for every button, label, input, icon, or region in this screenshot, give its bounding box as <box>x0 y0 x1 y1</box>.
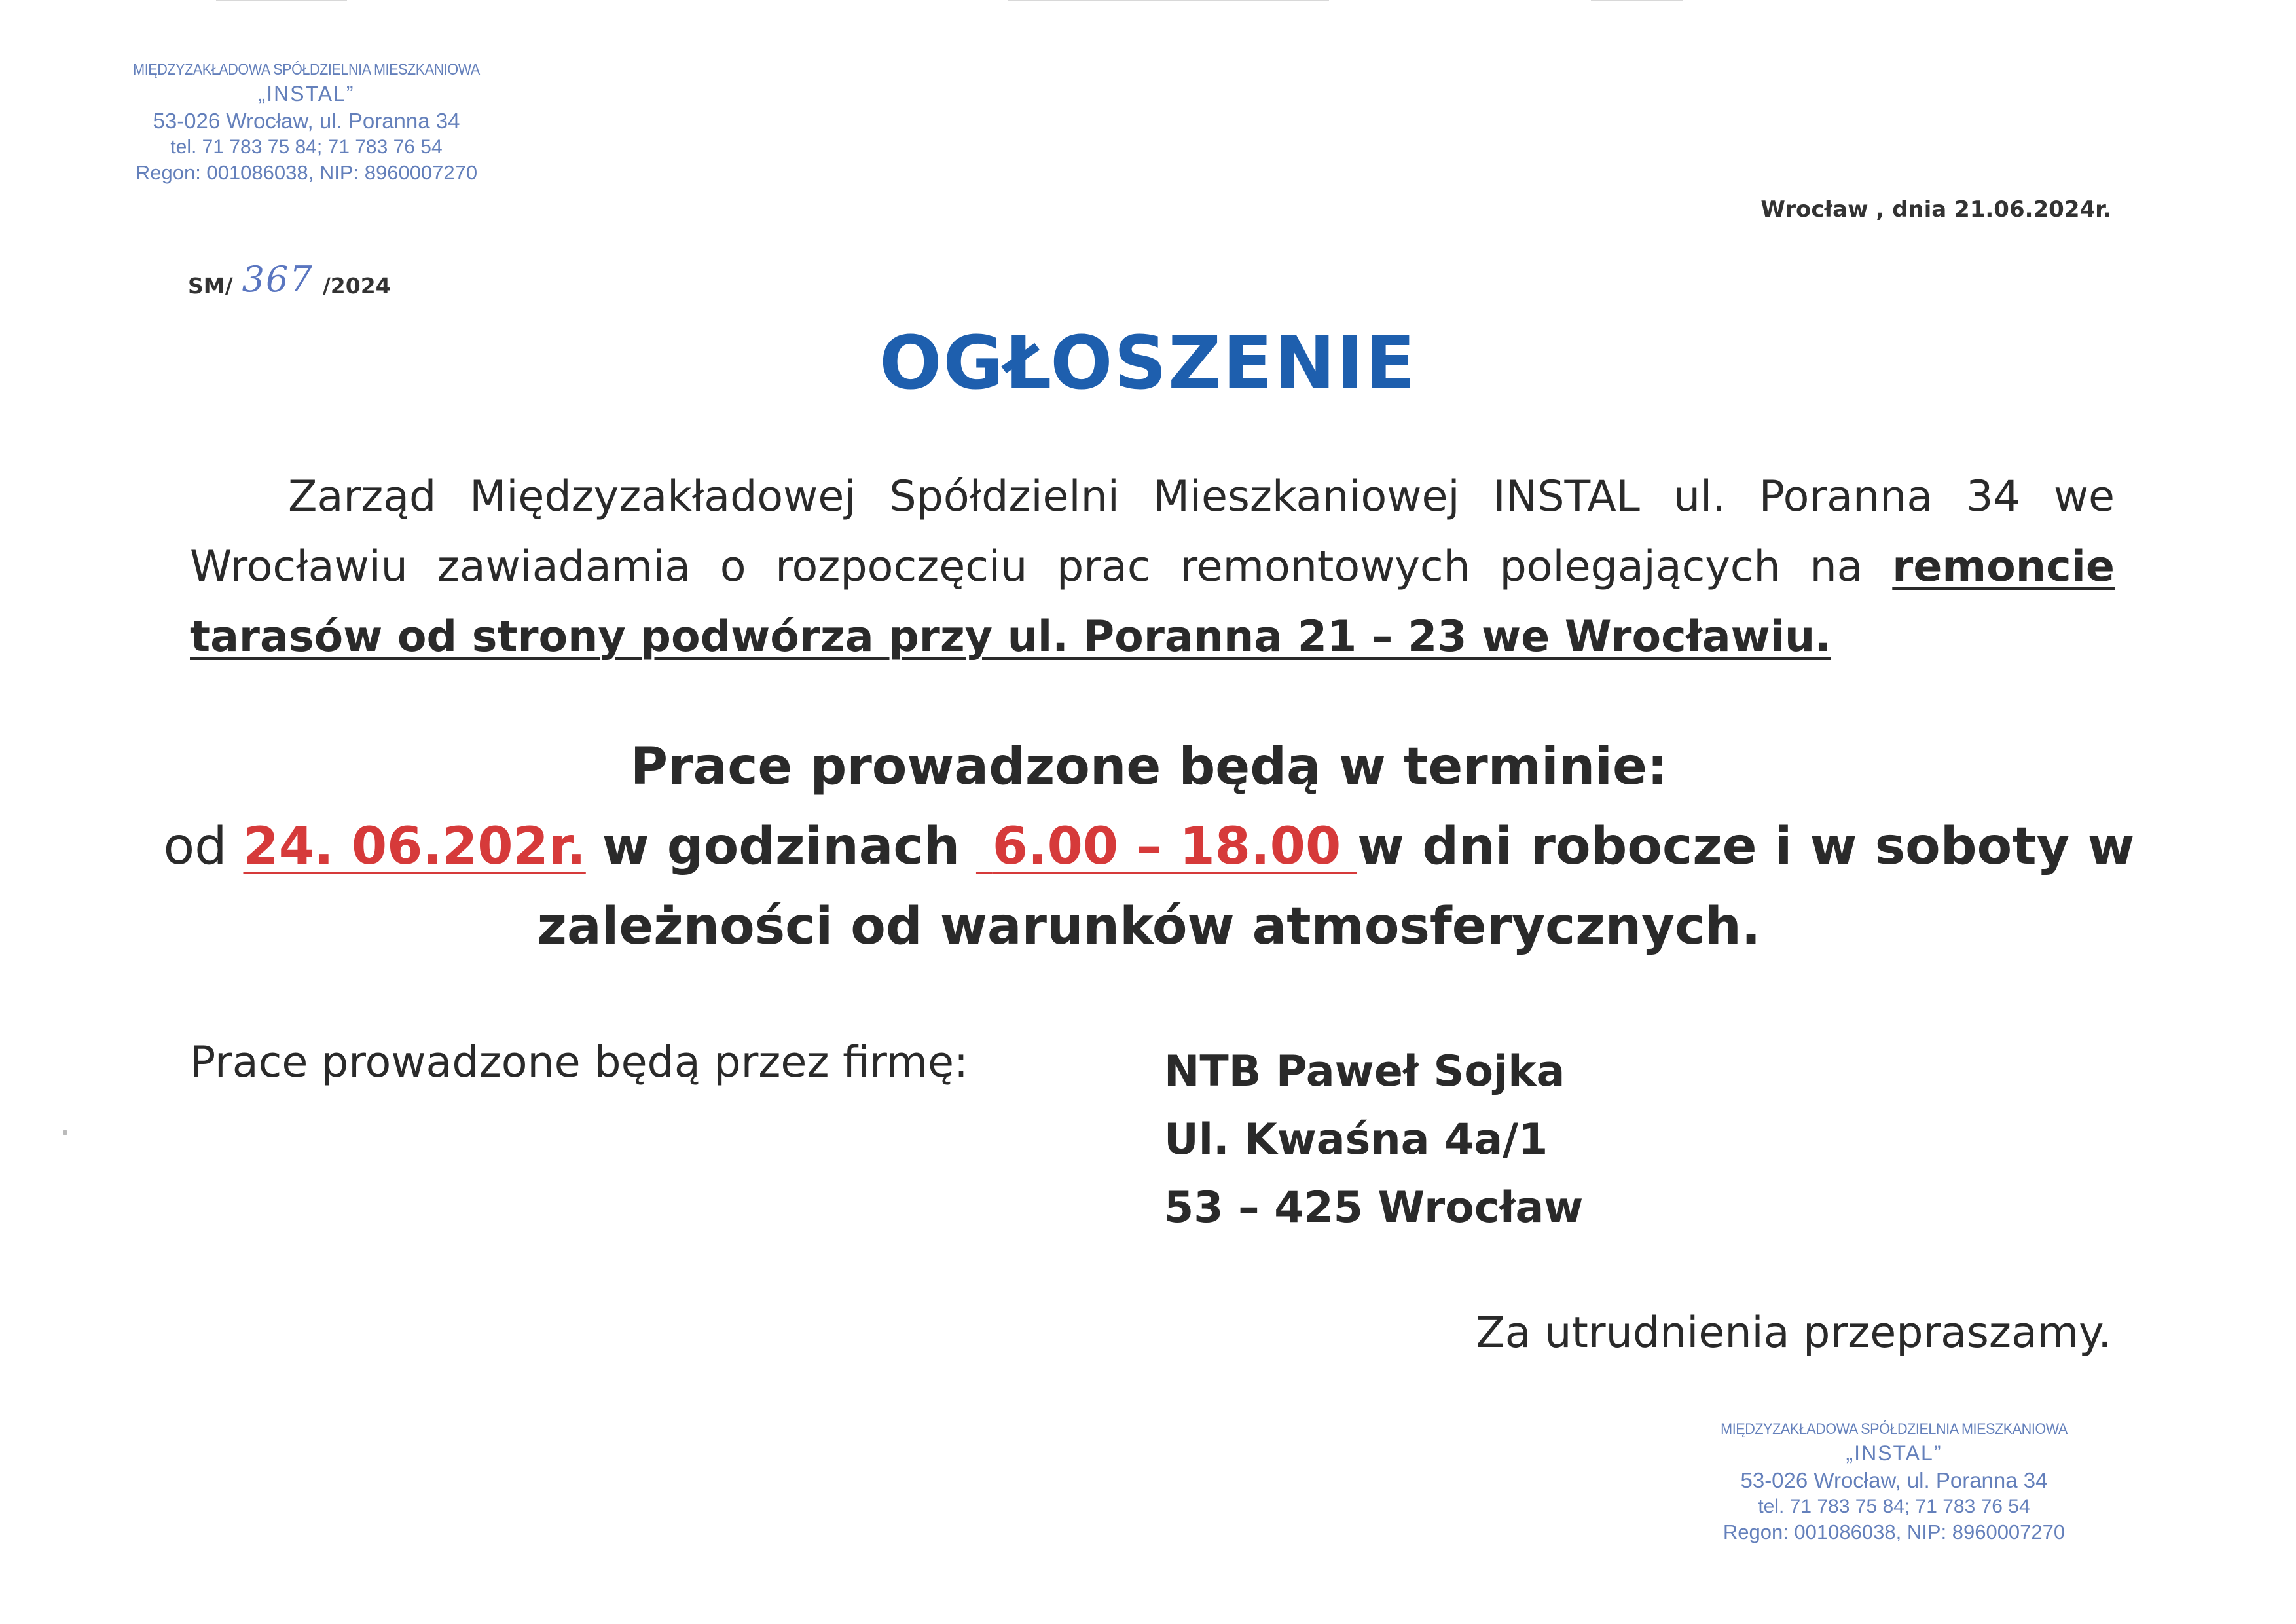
contractor-street: Ul. Kwaśna 4a/1 <box>1164 1115 1548 1164</box>
reference-handwritten-number: 367 <box>242 259 314 300</box>
stamp-org-name: MIĘDZYZAKŁADOWA SPÓŁDZIELNIA MIESZKANIOWA <box>133 61 480 79</box>
cooperative-stamp-top <box>84 60 529 186</box>
contractor-name: NTB Paweł Sojka <box>1164 1047 1565 1096</box>
schedule-from-label: od <box>163 817 227 876</box>
stamp-address: 53-026 Wrocław, ul. Poranna 34 <box>153 108 460 133</box>
scan-edge-line <box>1008 0 1329 1</box>
schedule-hours-underline <box>976 817 1357 876</box>
stamp-registry: Regon: 001086038, NIP: 8960007270 <box>135 161 478 185</box>
stamp-brand: „INSTAL” <box>258 81 355 105</box>
schedule-weather-note: zależności od warunków atmosferycznych. <box>537 897 1761 956</box>
paragraph-text: Zarząd Międzyzakładowej Spółdzielni Mieszkaniowej INSTAL ul. Poranna 34 we Wrocławiu zawiadamia o rozpoczęciu prac remontowych polegających na <box>190 472 2115 591</box>
schedule-block <box>144 727 2154 967</box>
schedule-days: w dni robocze i w soboty w <box>1357 817 2135 876</box>
announcement-title: OGŁOSZENIE <box>879 321 1417 406</box>
stamp-registry: Regon: 001086038, NIP: 8960007270 <box>1722 1521 2066 1544</box>
schedule-start-date: 24. 06.202r. <box>243 817 586 876</box>
cooperative-stamp-bottom <box>1671 1420 2117 1545</box>
stamp-address: 53-026 Wrocław, ul. Poranna 34 <box>1740 1467 2048 1492</box>
reference-suffix: /2024 <box>322 273 391 299</box>
scan-speck <box>63 1130 67 1135</box>
contractor-city: 53 – 425 Wrocław <box>1164 1183 1584 1232</box>
stamp-brand: „INSTAL” <box>1846 1441 1942 1465</box>
schedule-hours-label: w godzinach <box>602 817 960 876</box>
closing-apology: Za utrudnienia przepraszamy. <box>1476 1308 2111 1357</box>
scan-edge-line <box>216 0 347 1</box>
reference-prefix: SM/ <box>188 273 233 299</box>
announcement-paragraph <box>190 462 2115 672</box>
schedule-hours: 6.00 – 18.00 <box>992 817 1341 876</box>
schedule-heading: Prace prowadzone będą w terminie: <box>630 737 1668 796</box>
stamp-phone: tel. 71 783 75 84; 71 783 76 54 <box>170 136 443 158</box>
stamp-org-name: MIĘDZYZAKŁADOWA SPÓŁDZIELNIA MIESZKANIOWA <box>1721 1420 2068 1438</box>
contractor-address <box>1164 1038 1583 1242</box>
reference-number <box>188 259 391 306</box>
paragraph-underlined-text: remoncie tarasów od strony podwórza przy ul. Poranna 21 – 23 we Wrocławiu. <box>190 542 2115 661</box>
document-date: Wrocław , dnia 21.06.2024r. <box>1760 196 2111 223</box>
stamp-phone: tel. 71 783 75 84; 71 783 76 54 <box>1758 1495 2030 1517</box>
contractor-label: Prace prowadzone będą przez firmę: <box>190 1038 968 1087</box>
scan-edge-line <box>1591 0 1683 1</box>
